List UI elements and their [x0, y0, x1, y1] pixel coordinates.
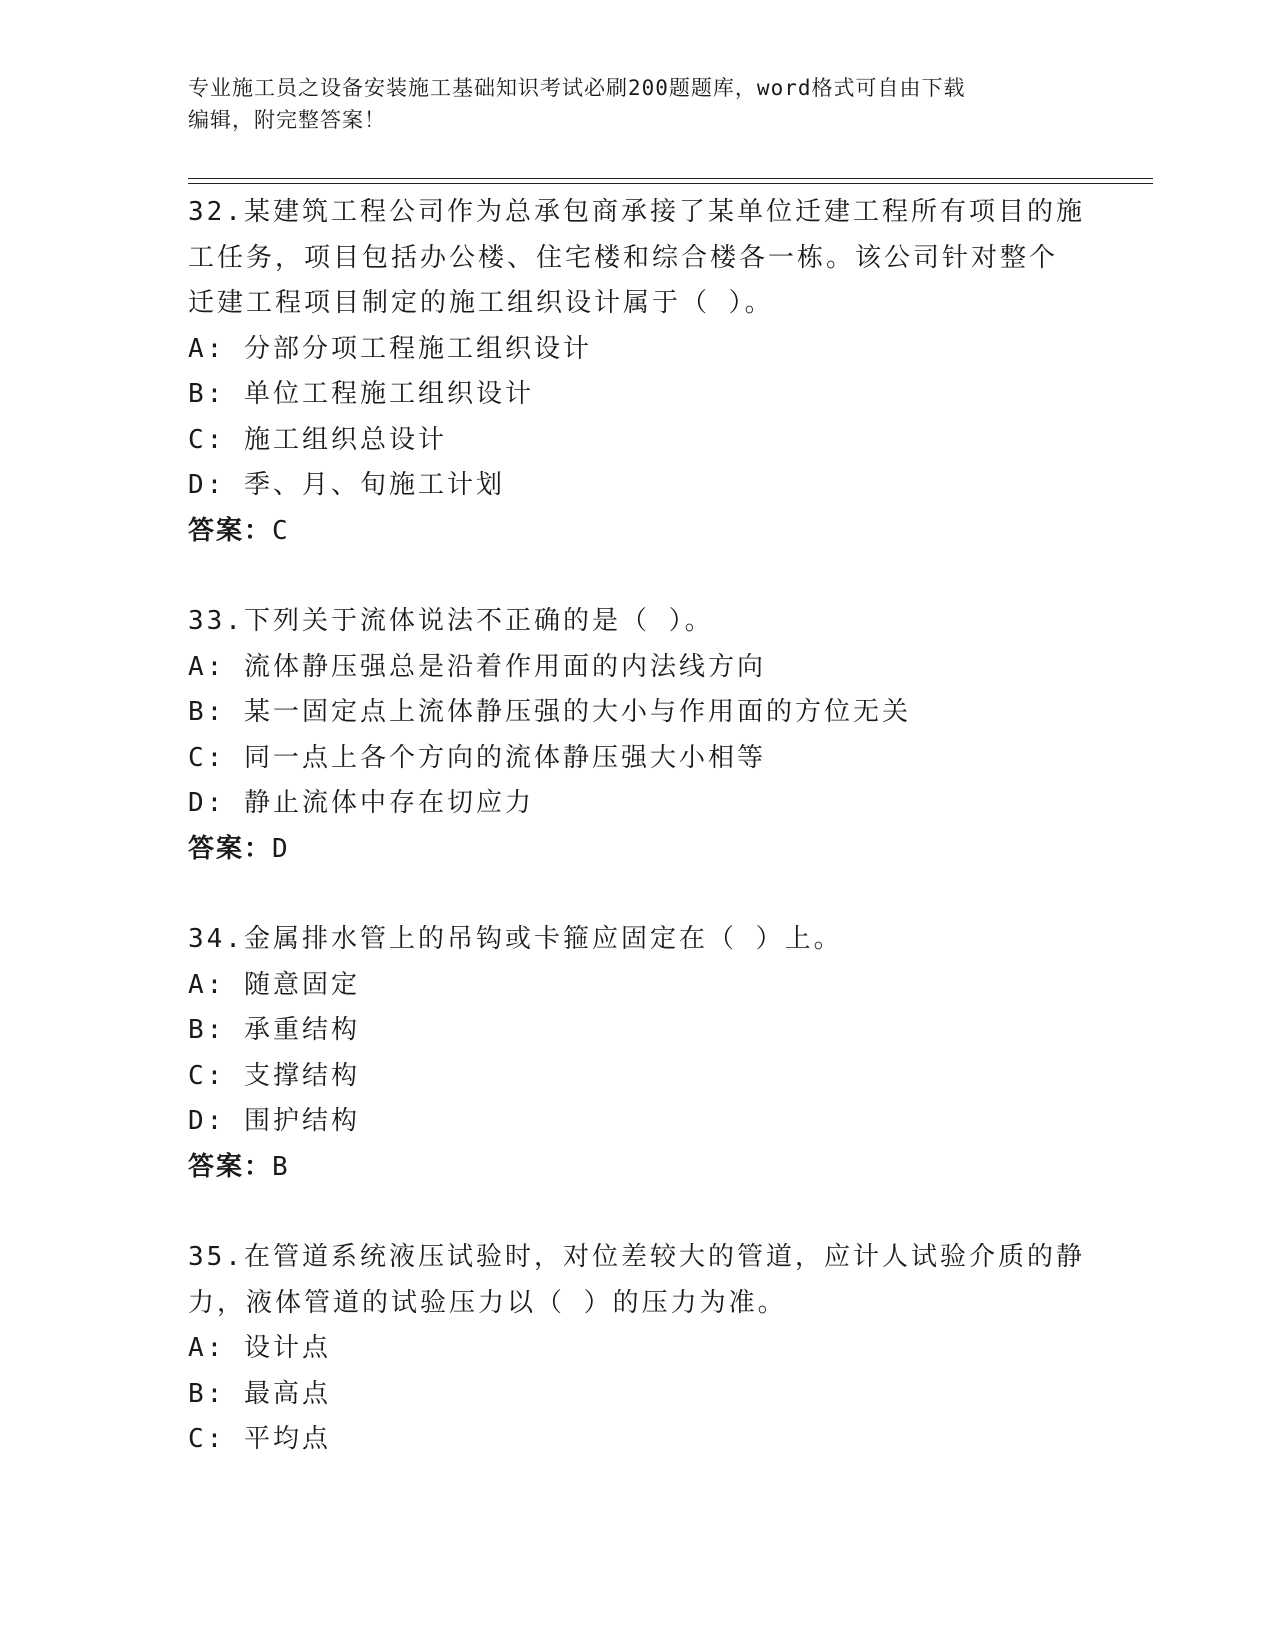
option-c: C: 同一点上各个方向的流体静压强大小相等	[188, 742, 766, 773]
option-c: C: 支撑结构	[188, 1060, 360, 1091]
option-b: B: 承重结构	[188, 1015, 360, 1045]
header-divider-top	[188, 178, 1153, 179]
option-b: B: 某一固定点上流体静压强的大小与作用面的方位无关	[188, 697, 911, 727]
option-d: D: 季、月、旬施工计划	[188, 470, 505, 500]
answer-value: D	[272, 833, 290, 864]
answer-label: 答案：	[188, 1151, 273, 1182]
option-a: A: 流体静压强总是沿着作用面的内法线方向	[188, 651, 766, 682]
option-b: B: 单位工程施工组织设计	[188, 379, 534, 409]
option-d: D: 围护结构	[188, 1106, 360, 1136]
answer-value: B	[272, 1151, 290, 1182]
option-d: D: 静止流体中存在切应力	[188, 788, 534, 818]
question-stem-line: 工任务，项目包括办公楼、住宅楼和综合楼各一栋。该公司针对整个	[188, 242, 1059, 273]
header-divider-bottom	[188, 183, 1153, 184]
header-title-line-1: 专业施工员之设备安装施工基础知识考试必刷200题题库，word格式可自由下载	[188, 76, 966, 100]
answer-label: 答案：	[188, 833, 273, 864]
question-stem-line: 33.下列关于流体说法不正确的是（ ）。	[188, 606, 714, 636]
question-stem-line: 迁建工程项目制定的施工组织设计属于（ ）。	[188, 288, 774, 318]
document-header	[188, 72, 1088, 136]
question-32	[188, 190, 1088, 554]
option-c: C: 平均点	[188, 1424, 331, 1454]
question-stem-line: 32.某建筑工程公司作为总承包商承接了某单位迁建工程所有项目的施	[188, 197, 1085, 227]
answer-line	[188, 1145, 1088, 1191]
header-title-line-2: 编辑，附完整答案！	[188, 108, 386, 132]
question-stem-line: 力，液体管道的试验压力以（ ）的压力为准。	[188, 1287, 787, 1318]
option-a: A: 分部分项工程施工组织设计	[188, 333, 592, 364]
option-a: A: 随意固定	[188, 969, 360, 1000]
question-35	[188, 1235, 1088, 1463]
answer-label: 答案：	[188, 515, 273, 546]
answer-line	[188, 509, 1088, 555]
option-b: B: 最高点	[188, 1378, 331, 1409]
option-a: A: 设计点	[188, 1333, 331, 1363]
answer-value: C	[272, 515, 290, 546]
question-stem-line: 34.金属排水管上的吊钩或卡箍应固定在（ ）上。	[188, 924, 843, 954]
question-34	[188, 917, 1088, 1190]
question-list	[188, 190, 1088, 1508]
answer-line	[188, 827, 1088, 873]
option-c: C: 施工组织总设计	[188, 424, 447, 455]
question-stem-line: 35.在管道系统液压试验时，对位差较大的管道，应计人试验介质的静	[188, 1242, 1085, 1272]
question-33	[188, 599, 1088, 872]
